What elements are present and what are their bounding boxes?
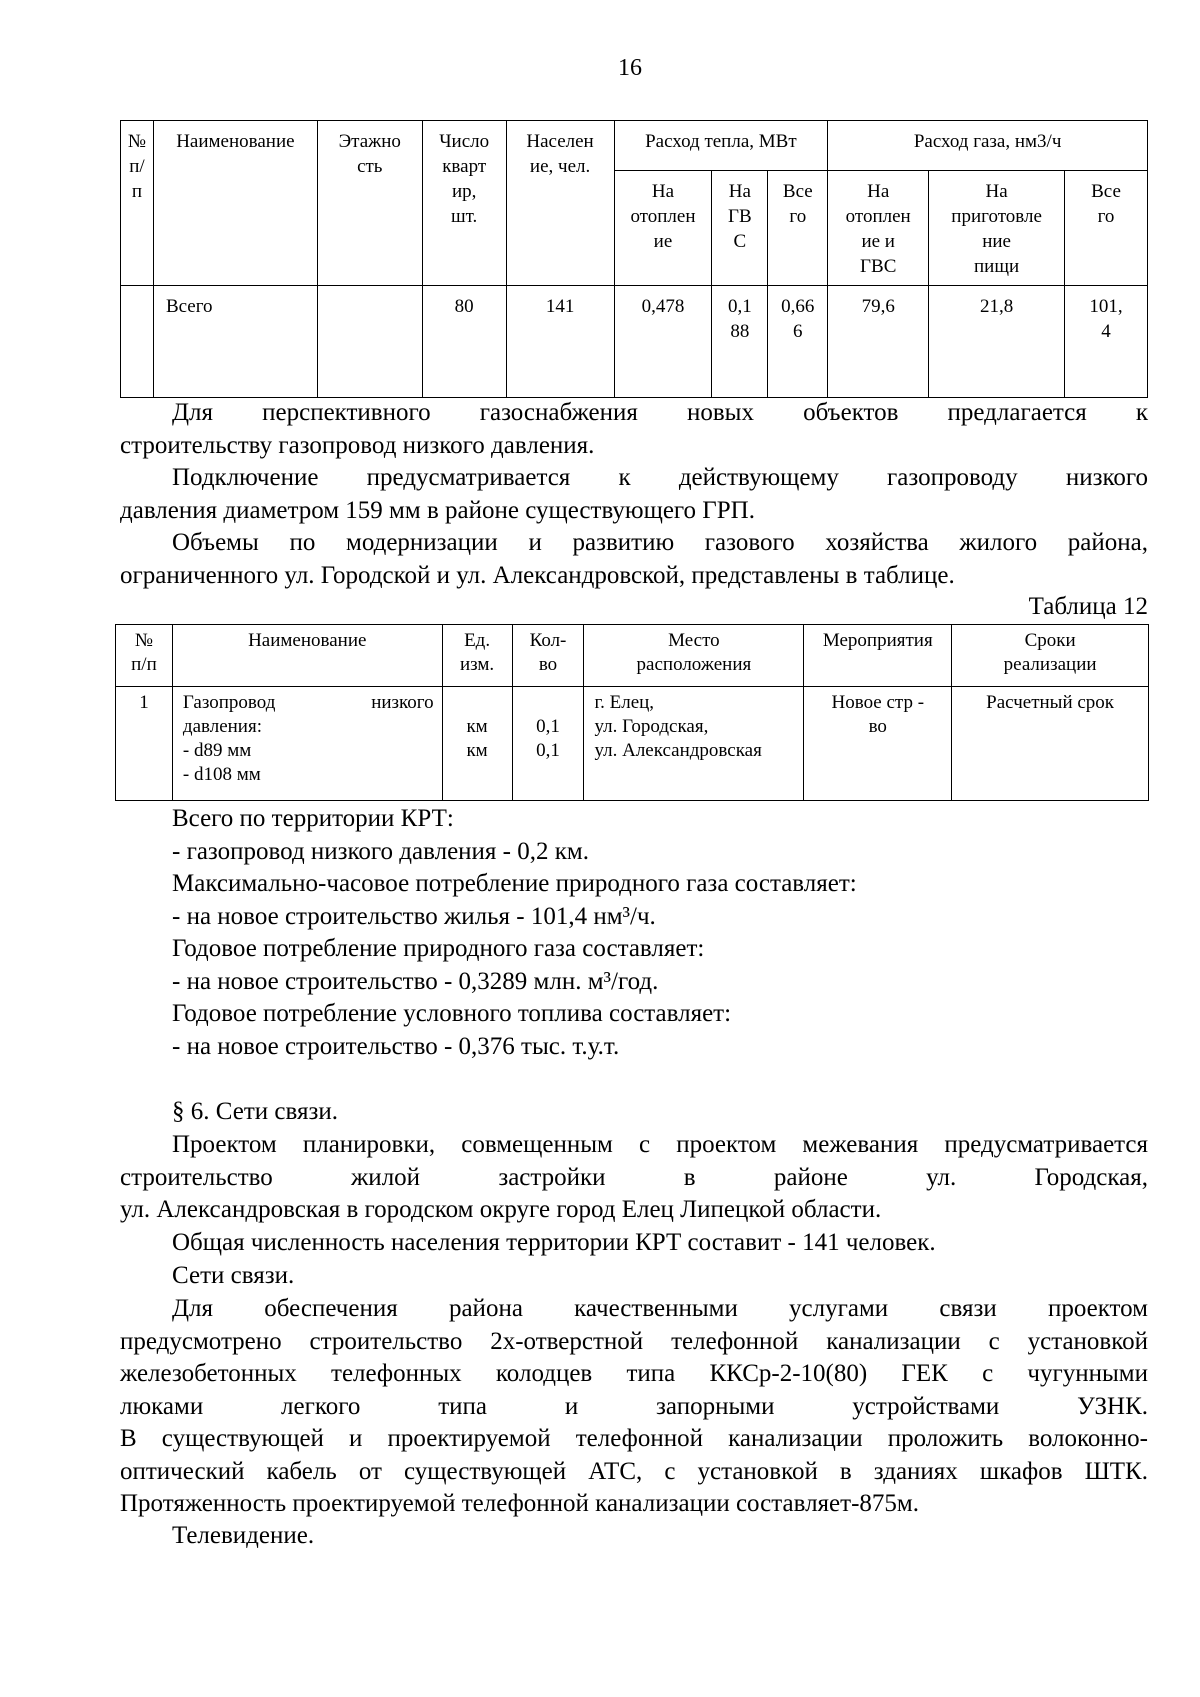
paragraph-connection: Подключение предусматривается к действующему газопроводу низкого давления диаметром 159 мм в районе существующего ГРП.	[120, 464, 1148, 524]
section6-paragraph-1: Проектом планировки, совмещенным с проектом межевания предусматривается строительство жилой застройки в районе ул. Городская, ул. Александровская в городском округе город Елец Липецкой области.	[120, 1131, 1148, 1223]
header-qty: Кол- во	[512, 625, 584, 687]
header-heat-group: Расход тепла, МВт	[614, 121, 828, 171]
cell-gas-total: 101, 4	[1065, 286, 1148, 398]
header-floors: Этажно сть	[317, 121, 422, 286]
header-name: Наименование	[153, 121, 317, 286]
cell-unit: км км	[442, 687, 512, 801]
summary-line: Годовое потребление природного газа составляет:	[172, 935, 705, 962]
section6-paragraph-2: Общая численность населения территории КРТ составит - 141 человек.	[172, 1229, 936, 1256]
header-heat-gvs: На ГВ С	[712, 171, 768, 286]
table-row	[121, 286, 1148, 398]
section6-paragraph-5: Телевидение.	[172, 1522, 315, 1549]
summary-line: - газопровод низкого давления - 0,2 км.	[172, 837, 589, 865]
header-num: № п/ п	[121, 121, 154, 286]
header-terms: Сроки реализации	[952, 625, 1149, 687]
table-caption: Таблица 12	[1028, 593, 1148, 620]
header-unit: Ед. изм.	[442, 625, 512, 687]
cell-measures: Новое стр - во	[804, 687, 952, 801]
table-row	[116, 687, 1149, 801]
summary-line: - на новое строительство - 0,376 тыс. т.у.т.	[172, 1032, 620, 1060]
header-place: Место расположения	[584, 625, 804, 687]
gas-pipeline-table	[115, 624, 1149, 801]
summary-block	[120, 803, 1148, 1063]
cell-heat-total: 0,66 6	[768, 286, 828, 398]
header-gas-group: Расход газа, нм3/ч	[828, 121, 1148, 171]
header-heat-total: Все го	[768, 171, 828, 286]
header-heat-heating: На отоплен ие	[614, 171, 712, 286]
cell-num	[121, 286, 154, 398]
summary-line: Всего по территории КРТ:	[172, 805, 454, 832]
cell-floors	[317, 286, 422, 398]
cell-population: 141	[506, 286, 614, 398]
header-gas-cooking: На приготовле ние пищи	[929, 171, 1065, 286]
page-number: 16	[618, 55, 642, 81]
section6-paragraph-3: Сети связи.	[172, 1262, 295, 1289]
heat-gas-consumption-table	[120, 120, 1148, 398]
cell-name: Газопровод низкого давления: - d89 мм - d108 мм	[172, 687, 442, 801]
cell-name: Всего	[153, 286, 317, 398]
cell-place: г. Елец, ул. Городская, ул. Александровская	[584, 687, 804, 801]
summary-line: - на новое строительство жилья - 101,4 нм³/ч.	[172, 902, 656, 930]
header-gas-heating: На отоплен ие и ГВС	[828, 171, 929, 286]
summary-line: - на новое строительство - 0,3289 млн. м³/год.	[172, 967, 659, 995]
cell-gas-heating: 79,6	[828, 286, 929, 398]
paragraph-volumes: Объемы по модернизации и развитию газового хозяйства жилого района, ограниченного ул. Городской и ул. Александровской, представлены в таблице.	[120, 529, 1148, 589]
section-title: § 6. Сети связи.	[172, 1098, 338, 1125]
header-population: Населен ие, чел.	[506, 121, 614, 286]
cell-num: 1	[116, 687, 173, 801]
cell-flats: 80	[422, 286, 506, 398]
cell-heat-heating: 0,478	[614, 286, 712, 398]
paragraph-gas-supply: Для перспективного газоснабжения новых объектов предлагается к строительству газопровод низкого давления.	[120, 399, 1148, 459]
summary-line: Максимально-часовое потребление природного газа составляет:	[172, 870, 857, 897]
cell-qty: 0,1 0,1	[512, 687, 584, 801]
cell-terms: Расчетный срок	[952, 687, 1149, 801]
header-name: Наименование	[172, 625, 442, 687]
header-measures: Мероприятия	[804, 625, 952, 687]
header-gas-total: Все го	[1065, 171, 1148, 286]
cell-heat-gvs: 0,1 88	[712, 286, 768, 398]
header-flats: Число кварт ир, шт.	[422, 121, 506, 286]
summary-line: Годовое потребление условного топлива составляет:	[172, 1000, 732, 1027]
header-num: № п/п	[116, 625, 173, 687]
cell-gas-cooking: 21,8	[929, 286, 1065, 398]
section6-paragraph-4: Для обеспечения района качественными услугами связи проектом предусмотрено строительство 2х-отверстной телефонной канализации с установкой железобетонных телефонных колодцев типа ККСр-2-10(80) ГЕК с чугунными люками легкого типа и запорными устройствами УЗНК. В существующей и проектируемой телефонной канализации проложить волоконно- оптический кабель от существующей АТС, с установкой в зданиях шкафов ШТК. Протяженность проектируемой телефонной канализации составляет-875м.	[120, 1295, 1148, 1517]
